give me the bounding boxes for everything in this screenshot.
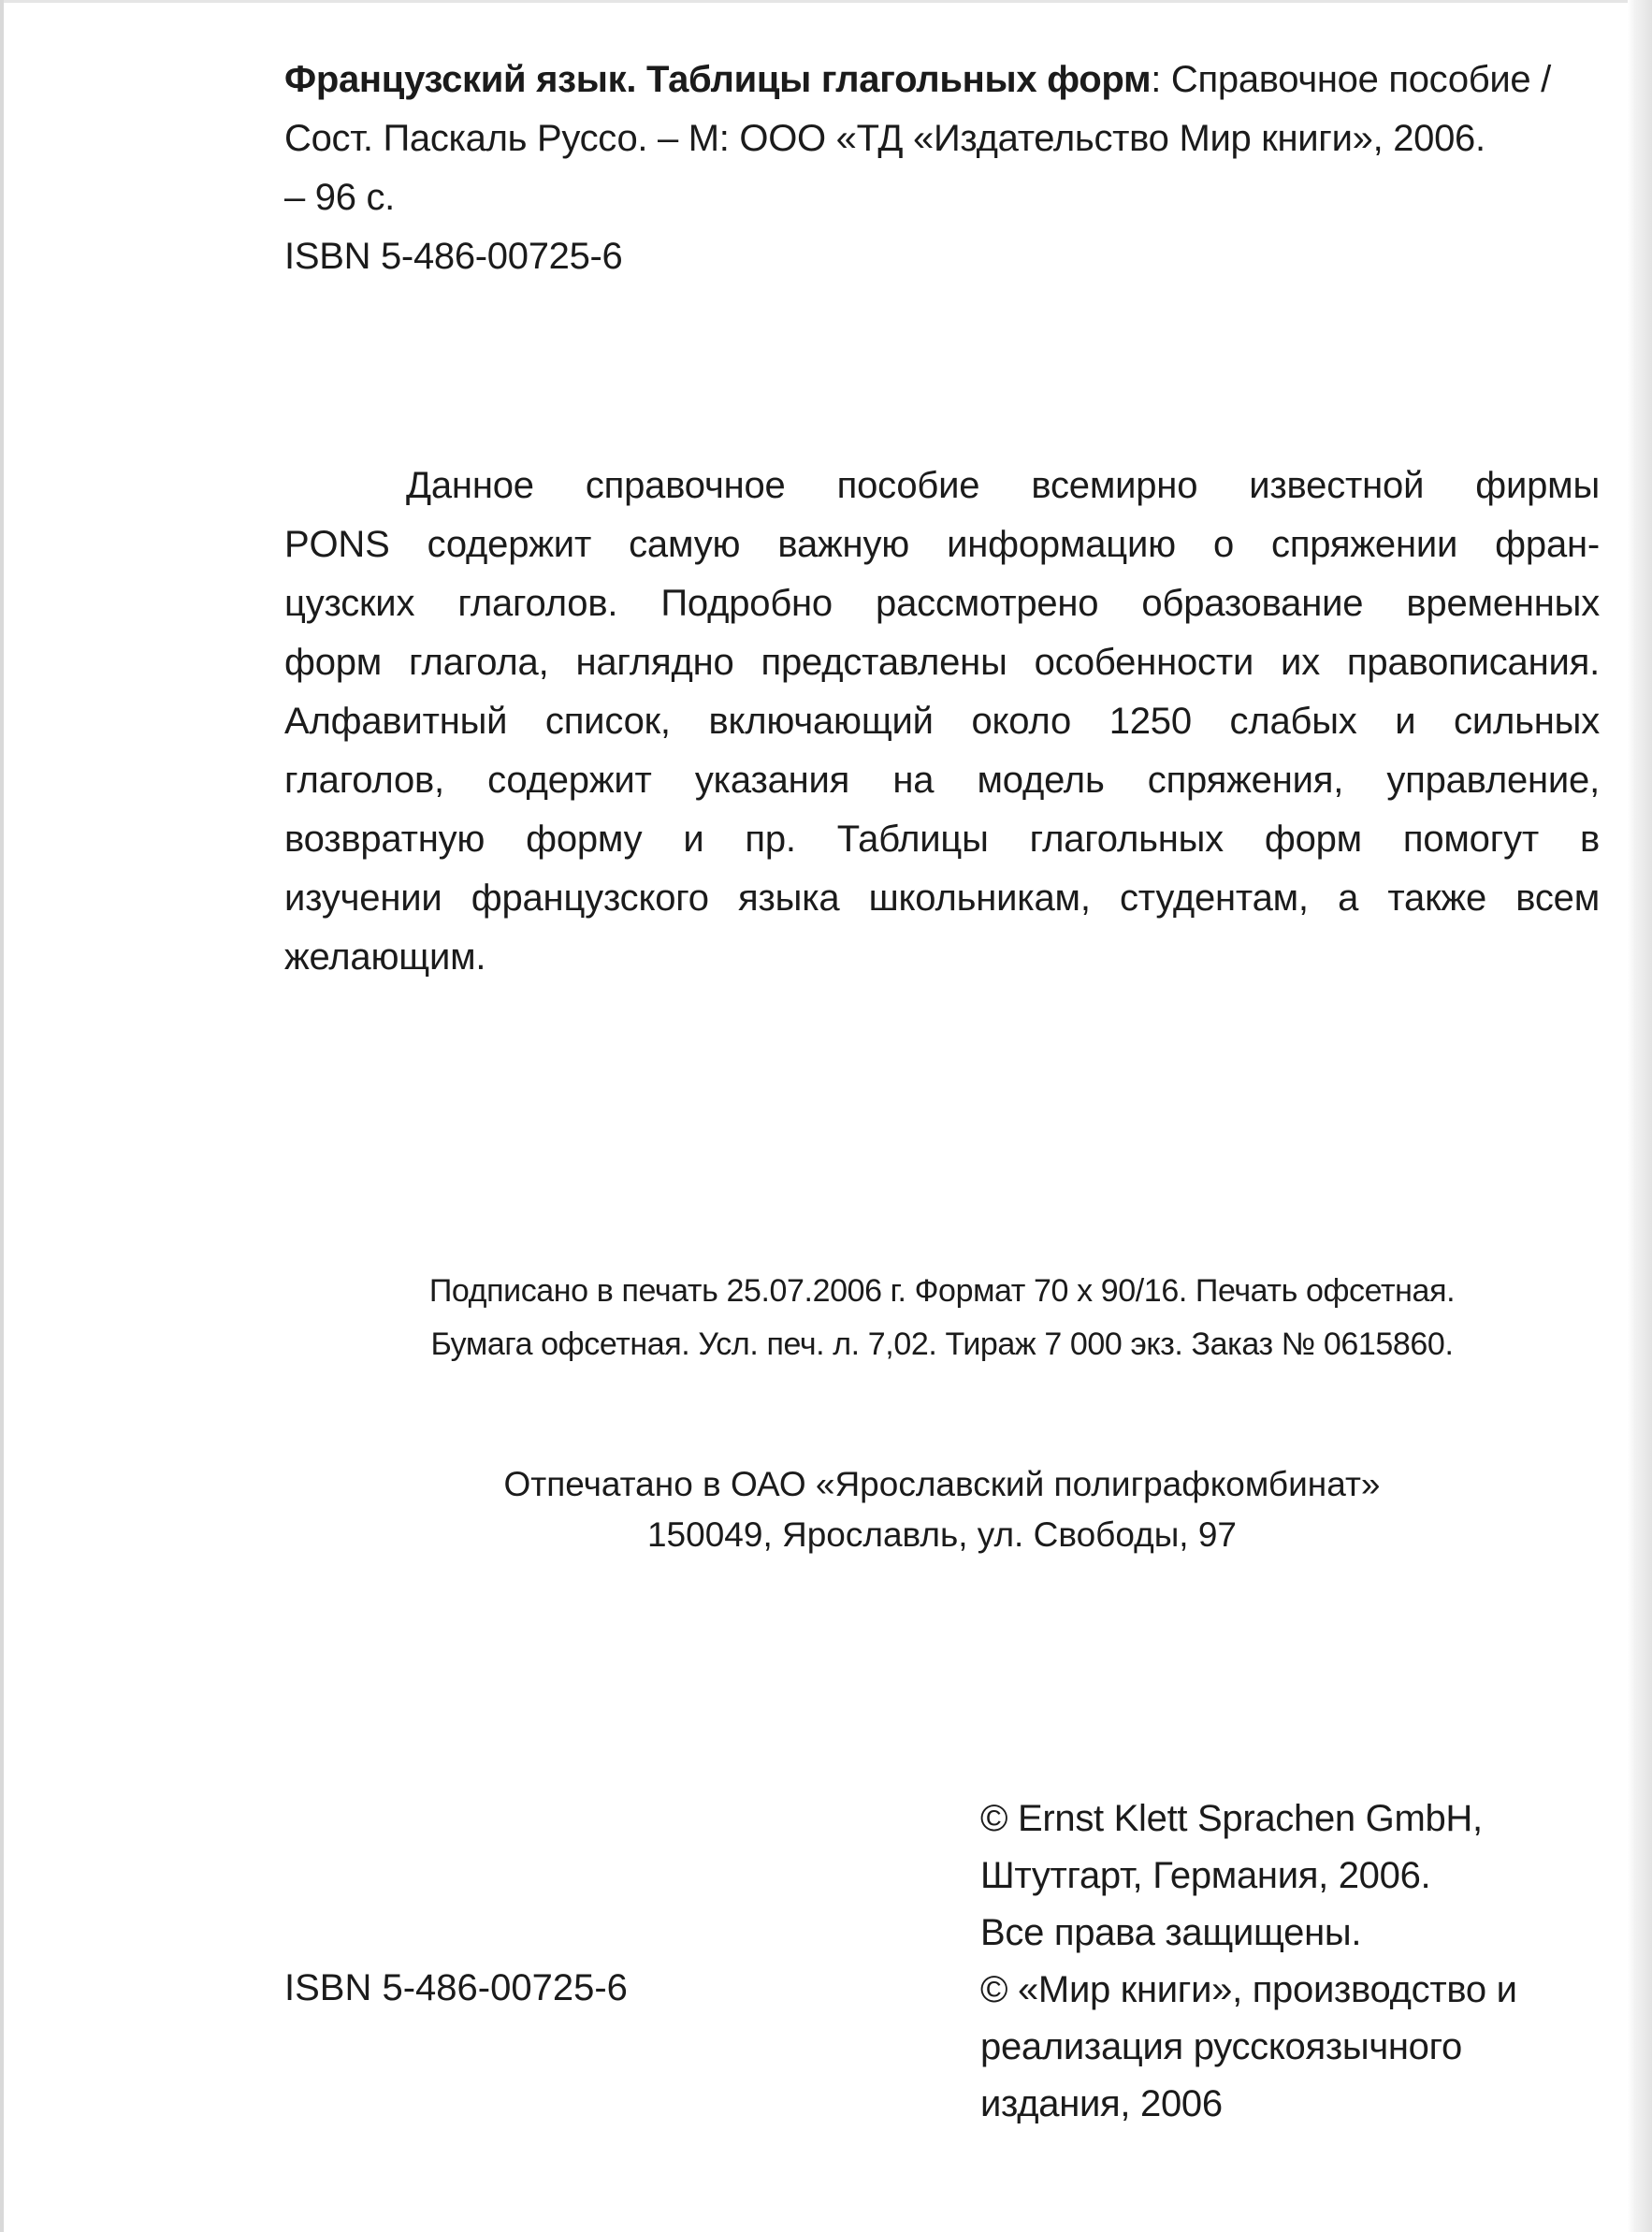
scan-edge-right: [1628, 0, 1652, 2232]
annotation-line: глаголов, содержит указания на модель спряжения, управление,: [284, 760, 1600, 801]
print-details: [284, 1265, 1600, 1371]
biblio-pages-line: – 96 с.: [284, 177, 395, 218]
copyright-line: издания, 2006: [980, 2083, 1223, 2124]
biblio-title-line: [284, 51, 1603, 109]
printer-name: Отпечатано в ОАО «Ярославский полиграфкомбинат»: [503, 1465, 1381, 1503]
annotation-line: изучении французского языка школьникам, студентам, а также всем: [284, 877, 1600, 919]
annotation-paragraph: [284, 457, 1600, 987]
printer-info: [284, 1459, 1600, 1560]
annotation-line: Данное справочное пособие всемирно известной фирмы: [406, 465, 1600, 506]
annotation-line: форм глагола, наглядно представлены особенности их правописания.: [284, 642, 1600, 683]
annotation-line: PONS содержит самую важную информацию о спряжении фран-: [284, 524, 1600, 565]
annotation-line: желающим.: [284, 936, 486, 978]
annotation-line: возвратную форму и пр. Таблицы глагольных форм помогут в: [284, 819, 1600, 860]
copyright-block: [980, 1790, 1616, 2133]
copyright-line: © «Мир книги», производство и: [980, 1969, 1517, 2010]
print-details-line: Подписано в печать 25.07.2006 г. Формат 70 x 90/16. Печать офсетная.: [428, 1273, 1456, 1309]
copyright-line: Все права защищены.: [980, 1912, 1362, 1953]
scan-edge-left: [0, 0, 4, 2232]
copyright-line: реализация русскоязычного: [980, 2026, 1462, 2067]
biblio-publisher-line: Сост. Паскаль Руссо. – М: ООО «ТД «Издательство Мир книги», 2006.: [284, 118, 1485, 159]
isbn-bottom: ISBN 5-486-00725-6: [284, 1967, 628, 2008]
copyright-line: © Ernst Klett Sprachen GmbH,: [980, 1798, 1483, 1839]
book-subtitle: : Справочное пособие /: [1151, 59, 1551, 100]
biblio-isbn: ISBN 5-486-00725-6: [284, 236, 623, 277]
print-details-line: Бумага офсетная. Усл. печ. л. 7,02. Тираж 7 000 экз. Заказ № 0615860.: [430, 1326, 1454, 1362]
annotation-line: Алфавитный список, включающий около 1250 слабых и сильных: [284, 701, 1600, 742]
book-title: Французский язык. Таблицы глагольных форм: [284, 59, 1152, 100]
scan-edge-top: [0, 0, 1652, 3]
bibliographic-record: [284, 51, 1603, 286]
printer-address: 150049, Ярославль, ул. Свободы, 97: [646, 1515, 1238, 1554]
copyright-line: Штутгарт, Германия, 2006.: [980, 1855, 1431, 1896]
annotation-line: цузских глаголов. Подробно рассмотрено образование временных: [284, 583, 1600, 624]
